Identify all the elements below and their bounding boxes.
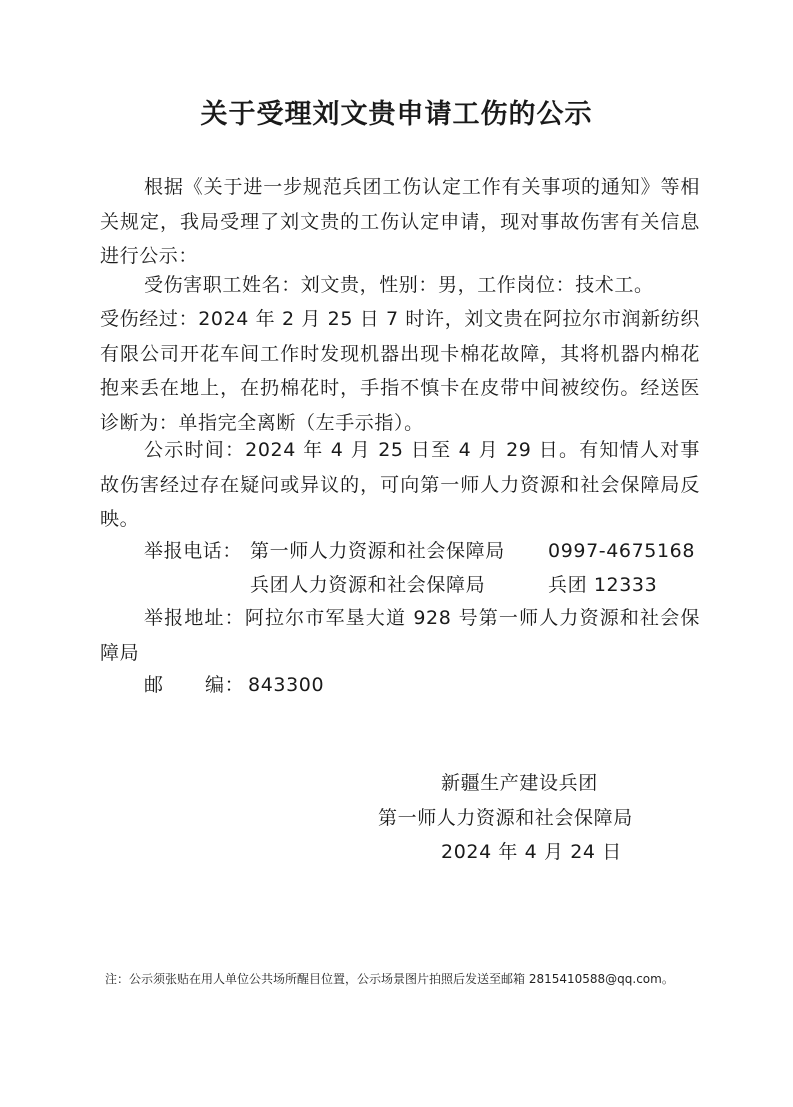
report-address-paragraph: 举报地址：阿拉尔市军垦大道 928 号第一师人力资源和社会保障局 <box>100 607 700 664</box>
report-phone-org-1: 第一师人力资源和社会保障局 <box>250 540 505 562</box>
employee-info-paragraph: 受伤害职工姓名：刘文贵，性别：男，工作岗位：技术工。 <box>144 274 654 296</box>
postal-label-char-2: 编： <box>205 674 245 696</box>
document-title: 关于受理刘文贵申请工伤的公示 <box>200 99 593 130</box>
injury-process-paragraph: 受伤经过：2024 年 2 月 25 日 7 时许，刘文贵在阿拉尔市润新纺织有限公司开花车间工作时发现机器出现卡棉花故障，其将机器内棉花抱来丢在地上，在扔棉花时，手指不慎卡在皮带中间被绞伤。经送医诊断为：单指完全离断（左手示指）。 <box>100 308 700 434</box>
signature-org-2: 第一师人力资源和社会保障局 <box>378 807 633 829</box>
report-phone-number-1: 0997-4675168 <box>548 540 696 562</box>
signature-org-1: 新疆生产建设兵团 <box>441 772 598 794</box>
report-phone-label: 举报电话： <box>144 540 243 562</box>
notice-period-paragraph: 公示时间：2024 年 4 月 25 日至 4 月 29 日。有知情人对事故伤害经过存在疑问或异议的，可向第一师人力资源和社会保障局反映。 <box>100 439 700 530</box>
postal-code: 843300 <box>248 674 325 696</box>
postal-label-char-1: 邮 <box>144 674 164 696</box>
report-phone-number-2: 兵团 12333 <box>548 574 658 596</box>
report-phone-org-2: 兵团人力资源和社会保障局 <box>250 574 486 596</box>
intro-paragraph: 根据《关于进一步规范兵团工伤认定工作有关事项的通知》等相关规定，我局受理了刘文贵的工伤认定申请，现对事故伤害有关信息进行公示： <box>100 176 700 267</box>
signature-date: 2024 年 4 月 24 日 <box>441 841 622 863</box>
footnote: 注：公示须张贴在用人单位公共场所醒目位置，公示场景图片拍照后发送至邮箱 2815410588@qq.com。 <box>105 972 674 986</box>
